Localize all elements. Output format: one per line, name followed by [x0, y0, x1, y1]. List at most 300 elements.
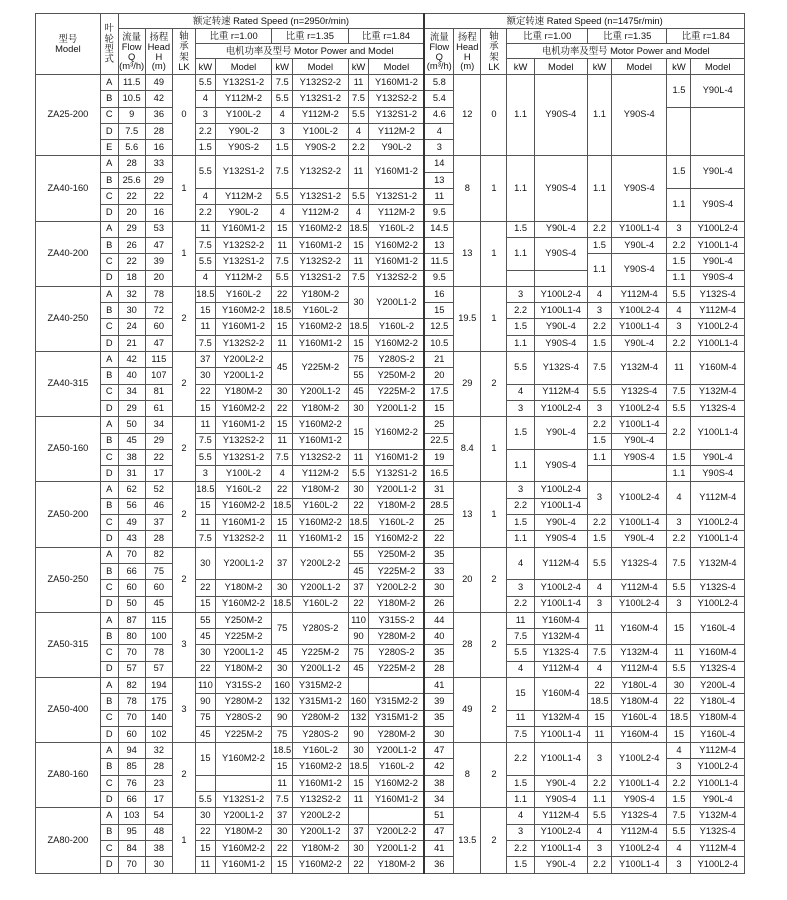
cell-h1: 38: [145, 840, 172, 856]
cell-kw6: 2.2: [667, 531, 691, 547]
cell-impeller: A: [100, 743, 118, 759]
table-row: [36, 547, 745, 563]
table-row: [36, 743, 745, 759]
cell-m2: Y160M1-2: [293, 237, 348, 253]
cell-kw1: 15: [195, 303, 215, 319]
cell-kw1: 15: [195, 498, 215, 514]
cell-kw2: 15: [272, 857, 293, 873]
cell-h2: 13: [454, 482, 481, 547]
cell-kw4: 3: [507, 286, 534, 302]
cell-m1: Y160L-2: [215, 482, 271, 498]
cell-kw2: 37: [272, 547, 293, 580]
cell-m4: [534, 270, 587, 286]
cell-m2: Y160L-2: [293, 743, 348, 759]
cell-model: ZA40-250: [36, 286, 101, 351]
cell-m1: Y160M2-2: [215, 840, 271, 856]
cell-h1: 23: [145, 775, 172, 791]
cell-kw3: 22: [348, 857, 369, 873]
cell-m5: Y132M-4: [612, 645, 667, 661]
cell-m1: Y132S2-2: [215, 531, 271, 547]
cell-kw6: 7.5: [667, 384, 691, 400]
cell-m4: Y90L-4: [534, 515, 587, 531]
cell-m5: Y100L1-4: [612, 775, 667, 791]
cell-h1: 36: [145, 107, 172, 123]
cell-kw1: 15: [195, 596, 215, 612]
cell-kw1: 5.5: [195, 449, 215, 465]
cell-m6: Y100L2-4: [691, 515, 745, 531]
cell-m5: Y100L2-4: [612, 400, 667, 416]
cell-m5: Y100L2-4: [612, 482, 667, 515]
cell-m6: Y112M-4: [691, 840, 745, 856]
cell-h1: 46: [145, 498, 172, 514]
cell-m3: Y112M-2: [369, 123, 424, 139]
cell-m6: Y180M-4: [691, 710, 745, 726]
cell-m4: Y90S-4: [534, 792, 587, 808]
cell-m1: Y132S1-2: [215, 156, 271, 189]
cell-m3: Y280M-2: [369, 629, 424, 645]
cell-kw6: 5.5: [667, 400, 691, 416]
cell-impeller: B: [100, 629, 118, 645]
table-row: [36, 319, 745, 335]
cell-kw2: 7.5: [272, 449, 293, 465]
cell-m6: Y90L-4: [691, 254, 745, 270]
cell-kw3: 90: [348, 629, 369, 645]
cell-m3: Y200L1-2: [369, 482, 424, 498]
table-row: [36, 417, 745, 433]
cell-impeller: D: [100, 335, 118, 351]
cell-model: ZA80-200: [36, 808, 101, 873]
cell-kw2: 11: [272, 433, 293, 449]
cell-kw5: 3: [587, 840, 611, 856]
cell-impeller: C: [100, 189, 118, 205]
cell-lk2: 1: [481, 482, 507, 547]
cell-m2: Y180M-2: [293, 286, 348, 302]
cell-m5: Y180M-4: [612, 694, 667, 710]
cell-q1: 50: [118, 417, 145, 433]
cell-m6: Y160M-4: [691, 645, 745, 661]
cell-m1: Y160M2-2: [215, 303, 271, 319]
cell-impeller: B: [100, 824, 118, 840]
cell-m1: Y225M-2: [215, 629, 271, 645]
cell-kw3: 30: [348, 840, 369, 856]
cell-h1: 72: [145, 303, 172, 319]
kw-header: kW: [507, 59, 534, 75]
cell-h1: 53: [145, 221, 172, 237]
motor-model-header: Model: [369, 59, 424, 75]
cell-q1: 30: [118, 303, 145, 319]
cell-kw2: 11: [272, 335, 293, 351]
cell-impeller: B: [100, 759, 118, 775]
kw-header: kW: [348, 59, 369, 75]
cell-kw5: 2.2: [587, 857, 611, 873]
pump-spec-table: [35, 13, 745, 874]
cell-q1: 38: [118, 449, 145, 465]
cell-q1: 9: [118, 107, 145, 123]
cell-kw2: 7.5: [272, 156, 293, 189]
cell-m1: Y132S1-2: [215, 254, 271, 270]
cell-m4: Y132M-4: [534, 710, 587, 726]
cell-h1: 115: [145, 352, 172, 368]
cell-kw3: 45: [348, 563, 369, 579]
cell-q1: 56: [118, 498, 145, 514]
cell-q1: 76: [118, 775, 145, 791]
table-row: [36, 515, 745, 531]
cell-m4: Y112M-4: [534, 547, 587, 580]
cell-q2: 13: [424, 237, 453, 253]
cell-kw5: 2.2: [587, 221, 611, 237]
cell-kw3: 15: [348, 531, 369, 547]
cell-kw2: 37: [272, 808, 293, 824]
cell-m6: Y132M-4: [691, 547, 745, 580]
cell-kw5: 4: [587, 661, 611, 677]
cell-m1: Y225M-2: [215, 726, 271, 742]
cell-kw3: 22: [348, 596, 369, 612]
cell-kw3: 2.2: [348, 140, 369, 156]
cell-m6: Y90L-4: [691, 792, 745, 808]
cell-kw2: 7.5: [272, 75, 293, 91]
cell-q1: 49: [118, 515, 145, 531]
cell-m5: Y90S-4: [612, 254, 667, 287]
table-row: [36, 335, 745, 351]
table-row: [36, 466, 745, 482]
cell-q1: 78: [118, 694, 145, 710]
table-row: [36, 384, 745, 400]
cell-kw1: 3: [195, 107, 215, 123]
cell-kw5: 5.5: [587, 547, 611, 580]
cell-impeller: A: [100, 547, 118, 563]
cell-m3: Y225M-2: [369, 661, 424, 677]
cell-m1: Y200L1-2: [215, 808, 271, 824]
cell-kw5: 2.2: [587, 417, 611, 433]
head-header-2950: 扬程 Head H (m): [145, 29, 172, 75]
cell-kw6: 15: [667, 612, 691, 645]
cell-m6: Y200L-4: [691, 677, 745, 693]
cell-m6: Y132M-4: [691, 808, 745, 824]
cell-m4: Y100L1-4: [534, 743, 587, 776]
cell-m6: Y132S-4: [691, 824, 745, 840]
cell-kw3: 11: [348, 75, 369, 91]
cell-impeller: D: [100, 400, 118, 416]
cell-q1: 66: [118, 563, 145, 579]
cell-kw1: 4: [195, 91, 215, 107]
table-row: [36, 840, 745, 856]
cell-q1: 45: [118, 433, 145, 449]
cell-h1: 60: [145, 580, 172, 596]
cell-kw1: 45: [195, 629, 215, 645]
cell-h1: 115: [145, 612, 172, 628]
cell-q1: 40: [118, 368, 145, 384]
cell-kw6: 3: [667, 759, 691, 775]
cell-m6: Y90S-4: [691, 466, 745, 482]
cell-m5: Y90L-4: [612, 531, 667, 547]
cell-h1: 17: [145, 466, 172, 482]
cell-q1: 42: [118, 352, 145, 368]
cell-m1: Y250M-2: [215, 612, 271, 628]
cell-kw6: 1.1: [667, 466, 691, 482]
cell-h1: 194: [145, 677, 172, 693]
cell-m2: Y112M-2: [293, 466, 348, 482]
cell-kw3: 30: [348, 400, 369, 416]
cell-m5: Y90S-4: [612, 156, 667, 221]
cell-kw1: 2.2: [195, 205, 215, 221]
cell-kw1: 4: [195, 189, 215, 205]
cell-kw4: 1.5: [507, 417, 534, 450]
cell-impeller: C: [100, 840, 118, 856]
kw-header: kW: [272, 59, 293, 75]
cell-kw6: 1.5: [667, 254, 691, 270]
cell-kw5: 2.2: [587, 319, 611, 335]
cell-h1: 102: [145, 726, 172, 742]
cell-lk2: 1: [481, 417, 507, 482]
cell-kw3: 75: [348, 645, 369, 661]
cell-h1: 22: [145, 189, 172, 205]
cell-kw5: 1.5: [587, 531, 611, 547]
cell-lk1: 2: [172, 417, 195, 482]
cell-q2: 11: [424, 189, 453, 205]
cell-kw4: 11: [507, 612, 534, 628]
cell-m1: Y180M-2: [215, 580, 271, 596]
cell-m6: Y100L2-4: [691, 596, 745, 612]
cell-kw5: [587, 466, 611, 482]
cell-m5: Y100L2-4: [612, 840, 667, 856]
cell-m2: Y132S1-2: [293, 270, 348, 286]
cell-q2: 35: [424, 547, 453, 563]
table-row: [36, 857, 745, 873]
cell-h1: 22: [145, 449, 172, 465]
cell-h1: 16: [145, 140, 172, 156]
cell-m1: Y90L-2: [215, 205, 271, 221]
cell-q1: 26: [118, 237, 145, 253]
cell-h1: 140: [145, 710, 172, 726]
cell-kw5: 1.1: [587, 156, 611, 221]
cell-kw3: 11: [348, 156, 369, 189]
cell-kw4: 1.5: [507, 319, 534, 335]
cell-impeller: D: [100, 661, 118, 677]
cell-q2: 5.8: [424, 75, 453, 91]
cell-kw1: [195, 775, 215, 791]
table-header: [36, 14, 745, 75]
cell-kw3: 11: [348, 449, 369, 465]
cell-m6: Y100L2-4: [691, 221, 745, 237]
cell-kw6: 5.5: [667, 824, 691, 840]
cell-kw1: 7.5: [195, 531, 215, 547]
cell-m6: Y112M-4: [691, 482, 745, 515]
cell-m4: Y90S-4: [534, 75, 587, 156]
cell-q1: 87: [118, 612, 145, 628]
cell-kw1: 11: [195, 319, 215, 335]
cell-m6: [691, 107, 745, 156]
table-row: [36, 792, 745, 808]
cell-lk2: 2: [481, 612, 507, 677]
table-row: [36, 645, 745, 661]
cell-m5: Y160M-4: [612, 726, 667, 742]
cell-m2: Y280S-2: [293, 612, 348, 645]
table-row: [36, 710, 745, 726]
cell-m3: Y160L-2: [369, 515, 424, 531]
cell-m5: Y132S-4: [612, 384, 667, 400]
cell-q1: 103: [118, 808, 145, 824]
cell-impeller: B: [100, 91, 118, 107]
cell-m4: Y100L1-4: [534, 596, 587, 612]
cell-m4: Y132S-4: [534, 352, 587, 385]
cell-impeller: A: [100, 808, 118, 824]
cell-m5: Y90S-4: [612, 792, 667, 808]
cell-h1: 28: [145, 123, 172, 139]
cell-kw2: 160: [272, 677, 293, 693]
cell-m3: Y160M1-2: [369, 449, 424, 465]
cell-h1: 37: [145, 515, 172, 531]
cell-m2: Y200L1-2: [293, 824, 348, 840]
cell-kw2: 22: [272, 286, 293, 302]
cell-q2: 3: [424, 140, 453, 156]
cell-kw2: 15: [272, 319, 293, 335]
cell-kw3: 15: [348, 417, 369, 450]
cell-kw4: 1.5: [507, 221, 534, 237]
cell-impeller: D: [100, 857, 118, 873]
cell-m6: Y100L1-4: [691, 335, 745, 351]
cell-m2: Y160M2-2: [293, 417, 348, 433]
cell-impeller: A: [100, 677, 118, 693]
cell-q1: 24: [118, 319, 145, 335]
cell-kw2: 4: [272, 107, 293, 123]
cell-kw6: 3: [667, 221, 691, 237]
cell-lk1: 2: [172, 547, 195, 612]
cell-kw6: 5.5: [667, 286, 691, 302]
cell-m6: Y112M-4: [691, 743, 745, 759]
cell-kw1: 5.5: [195, 254, 215, 270]
cell-q2: 20: [424, 368, 453, 384]
table-row: [36, 596, 745, 612]
cell-kw4: 5.5: [507, 352, 534, 385]
cell-kw4: 1.1: [507, 237, 534, 270]
cell-kw2: 1.5: [272, 140, 293, 156]
cell-h1: 20: [145, 270, 172, 286]
cell-kw1: 5.5: [195, 75, 215, 91]
cell-q2: 12.5: [424, 319, 453, 335]
cell-m5: Y100L2-4: [612, 743, 667, 776]
table-row: [36, 808, 745, 824]
cell-kw2: 7.5: [272, 792, 293, 808]
cell-kw3: 18.5: [348, 319, 369, 335]
cell-kw6: 7.5: [667, 808, 691, 824]
cell-kw1: 15: [195, 840, 215, 856]
cell-kw1: 7.5: [195, 237, 215, 253]
cell-kw5: 3: [587, 743, 611, 776]
cell-impeller: A: [100, 417, 118, 433]
cell-h2: 49: [454, 677, 481, 742]
cell-kw1: 7.5: [195, 335, 215, 351]
cell-m5: Y100L1-4: [612, 221, 667, 237]
cell-m1: Y132S2-2: [215, 237, 271, 253]
cell-model: ZA50-400: [36, 677, 101, 742]
cell-q1: 21: [118, 335, 145, 351]
cell-h1: 16: [145, 205, 172, 221]
table-row: [36, 726, 745, 742]
cell-q1: 31: [118, 466, 145, 482]
cell-m1: Y160M1-2: [215, 417, 271, 433]
cell-q2: 19: [424, 449, 453, 465]
cell-m5: Y132S-4: [612, 808, 667, 824]
cell-q2: 41: [424, 677, 453, 693]
cell-lk1: 3: [172, 612, 195, 677]
cell-q1: 85: [118, 759, 145, 775]
cell-h1: 78: [145, 645, 172, 661]
cell-q1: 32: [118, 286, 145, 302]
cell-q2: 21: [424, 352, 453, 368]
cell-kw5: 7.5: [587, 352, 611, 385]
cell-m6: Y90S-4: [691, 270, 745, 286]
cell-m1: Y112M-2: [215, 189, 271, 205]
cell-m5: Y132M-4: [612, 352, 667, 385]
cell-kw1: 22: [195, 384, 215, 400]
cell-m3: Y200L1-2: [369, 400, 424, 416]
cell-h1: 107: [145, 368, 172, 384]
sg-1-00-header-2950: 比重 r=1.00: [195, 29, 271, 44]
cell-m3: Y225M-2: [369, 384, 424, 400]
cell-kw1: 18.5: [195, 286, 215, 302]
cell-m3: Y200L2-2: [369, 824, 424, 840]
cell-kw1: 22: [195, 661, 215, 677]
cell-kw1: 1.5: [195, 140, 215, 156]
cell-kw2: 132: [272, 694, 293, 710]
cell-q2: 47: [424, 743, 453, 759]
cell-q1: 60: [118, 726, 145, 742]
cell-m5: Y100L1-4: [612, 515, 667, 531]
cell-q1: 22: [118, 189, 145, 205]
cell-impeller: C: [100, 580, 118, 596]
cell-kw5: 15: [587, 710, 611, 726]
cell-kw4: 2.2: [507, 840, 534, 856]
cell-m3: Y160M2-2: [369, 417, 424, 450]
cell-q2: 26: [424, 596, 453, 612]
cell-m6: Y132S-4: [691, 286, 745, 302]
cell-m4: Y160M-4: [534, 612, 587, 628]
cell-kw3: 15: [348, 775, 369, 791]
cell-q2: 39: [424, 694, 453, 710]
cell-m2: Y200L1-2: [293, 384, 348, 400]
cell-h1: 28: [145, 531, 172, 547]
cell-m2: Y160L-2: [293, 596, 348, 612]
cell-kw6: 1.5: [667, 75, 691, 108]
motor-header-2950: 电机功率及型号 Motor Power and Model: [195, 44, 424, 59]
cell-m2: Y200L2-2: [293, 547, 348, 580]
table-row: [36, 531, 745, 547]
cell-kw5: 1.1: [587, 254, 611, 287]
cell-impeller: B: [100, 433, 118, 449]
cell-kw3: [348, 677, 369, 693]
cell-lk1: 1: [172, 808, 195, 873]
cell-m3: Y160M1-2: [369, 75, 424, 91]
cell-q1: 28: [118, 156, 145, 172]
cell-kw4: 7.5: [507, 629, 534, 645]
cell-impeller: A: [100, 221, 118, 237]
cell-q1: 22: [118, 254, 145, 270]
cell-impeller: C: [100, 710, 118, 726]
cell-kw5: 3: [587, 596, 611, 612]
cell-impeller: C: [100, 254, 118, 270]
cell-kw5: 3: [587, 303, 611, 319]
cell-kw3: 15: [348, 237, 369, 253]
cell-q2: 9.5: [424, 205, 453, 221]
cell-m1: [215, 775, 271, 791]
cell-m5: Y100L1-4: [612, 319, 667, 335]
cell-h2: 28: [454, 612, 481, 677]
cell-impeller: C: [100, 645, 118, 661]
cell-q2: 28: [424, 661, 453, 677]
cell-m2: Y160M2-2: [293, 759, 348, 775]
cell-kw1: 22: [195, 824, 215, 840]
cell-kw6: 11: [667, 645, 691, 661]
